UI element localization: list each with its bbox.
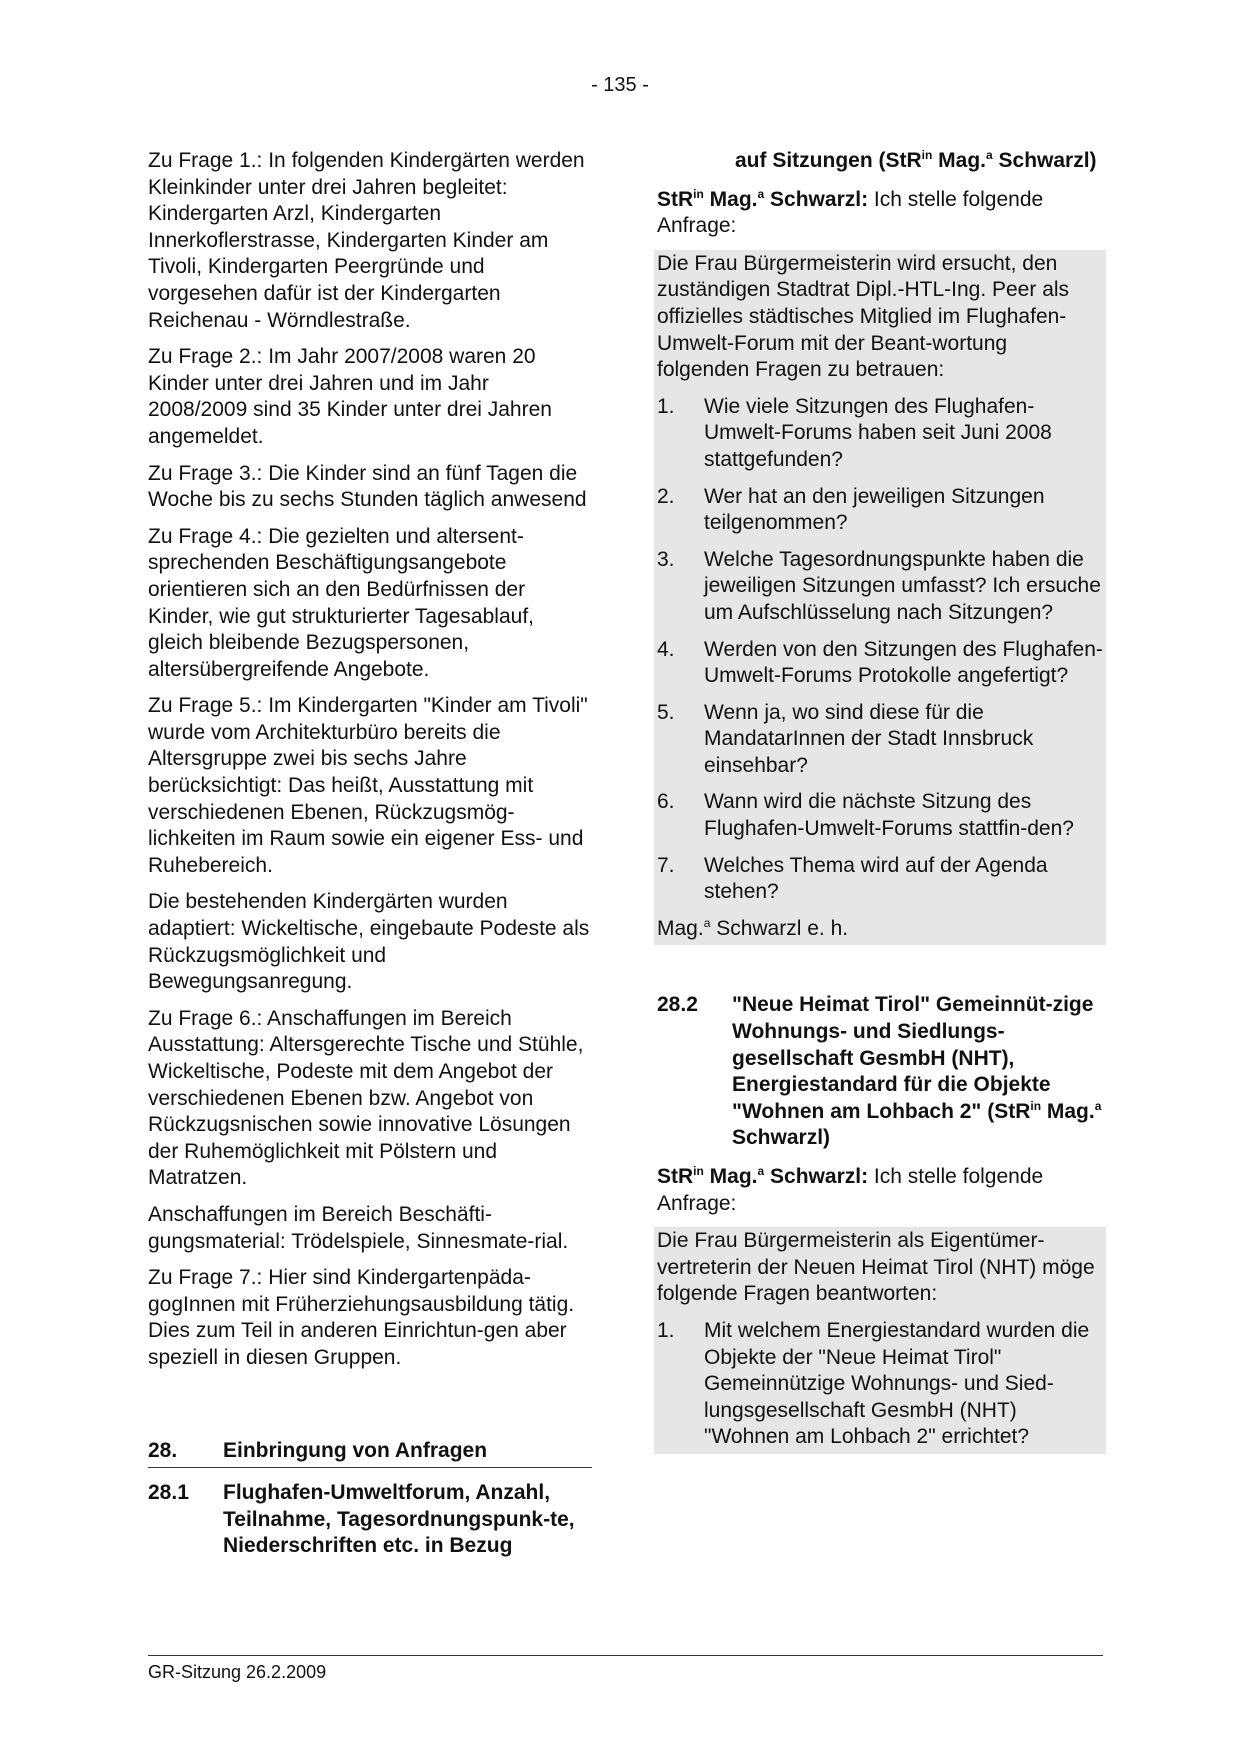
answer-paragraph-8: Anschaffungen im Bereich Beschäfti-gungsmaterial: Trödelspiele, Sinnesmate-rial.	[148, 1202, 569, 1253]
speaker-name: StR$^{in}$ Mag.$^a$ Schwarzl:	[657, 1164, 869, 1188]
right-column	[657, 148, 1103, 1454]
signature: Mag.$^a$ Schwarzl e. h.	[657, 915, 849, 940]
left-column	[148, 148, 592, 1560]
section-title: Flughafen-Umweltforum, Anzahl, Teilnahme, Tagesordnungspunk-te, Niederschriften etc. in Bezug	[223, 1481, 575, 1558]
speaker-text: Ich stelle folgende Anfrage:	[657, 1165, 1044, 1215]
spacer	[657, 945, 1103, 992]
question-item: 6. Wann wird die nächste Sitzung des Flughafen-Umwelt-Forums stattfin-den?	[657, 790, 1074, 841]
footer-rule	[148, 1655, 1103, 1656]
section-title: "Neue Heimat Tirol" Gemeinnüt-zige Wohnungs- und Siedlungs-gesellschaft GesmbH (NHT), Energiestandard für die Objekte "Wohnen am Lohbach 2" (StR$^{in}$ Mag.$^a$ Schwarzl)	[732, 993, 1102, 1150]
inquiry-intro: Die Frau Bürgermeisterin wird ersucht, den zuständigen Stadtrat Dipl.-HTL-Ing. Peer als offizielles städtisches Mitglied im Flughafen-Umwelt-Forum mit der Beant-wortung folgenden Fragen zu betrauen:	[657, 251, 1070, 382]
answer-paragraph-5: Zu Frage 5.: Im Kindergarten "Kinder am Tivoli" wurde vom Architekturbüro bereits die Altersgruppe zwei bis sechs Jahre berücksichtigt: Das heißt, Ausstattung mit verschiedenen Ebenen, Rückzugsmög-lichkeiten im Raum sowie ein eigener Ess- und Ruhebereich.	[148, 694, 588, 877]
section-28-1-heading-continued: auf Sitzungen (StR$^{in}$ Mag.$^a$ Schwarzl)	[735, 148, 1097, 172]
inquiry-block-2	[654, 1227, 1106, 1454]
answer-paragraph-6: Die bestehenden Kindergärten wurden adaptiert: Wickeltische, eingebaute Podeste als Rückzugsmöglichkeit und Bewegungsanregung.	[148, 890, 590, 994]
question-list	[657, 394, 1103, 906]
speaker-name: StR$^{in}$ Mag.$^a$ Schwarzl:	[657, 186, 869, 211]
section-number: 28.	[148, 1438, 178, 1462]
speaker-text: Ich stelle folgende Anfrage:	[657, 187, 1044, 238]
inquiry-intro: Die Frau Bürgermeisterin als Eigentümer-vertreterin der Neuen Heimat Tirol (NHT) möge folgende Fragen beantworten:	[657, 1229, 1095, 1306]
footer-session-date: GR-Sitzung 26.2.2009	[148, 1662, 327, 1682]
spacer	[148, 1382, 592, 1438]
speaker-line	[657, 187, 1103, 240]
question-item: 1. Wie viele Sitzungen des Flughafen-Umwelt-Forums haben seit Juni 2008 stattgefunden?	[657, 394, 1052, 471]
question-item: 7. Welches Thema wird auf der Agenda stehen?	[657, 853, 1048, 904]
question-item: 5. Wenn ja, wo sind diese für die MandatarInnen der Stadt Innsbruck einsehbar?	[657, 700, 1034, 777]
question-item: 1. Mit welchem Energiestandard wurden die Objekte der "Neue Heimat Tirol" Gemeinnützige Wohnungs- und Sied-lungsgesellschaft GesmbH (NHT) "Wohnen am Lohbach 2" errichtet?	[657, 1318, 1090, 1449]
section-28-heading	[148, 1438, 592, 1469]
section-number: 28.1	[148, 1481, 189, 1505]
section-title: Einbringung von Anfragen	[223, 1438, 488, 1462]
answer-paragraph-2: Zu Frage 2.: Im Jahr 2007/2008 waren 20 Kinder unter drei Jahren und im Jahr 2008/2009 sind 35 Kinder unter drei Jahren angemeldet.	[148, 345, 552, 448]
question-item: 3. Welche Tagesordnungspunkte haben die jeweiligen Sitzungen umfasst? Ich ersuche um Aufschlüsselung nach Sitzungen?	[657, 547, 1101, 624]
question-item: 4. Werden von den Sitzungen des Flughafen-Umwelt-Forums Protokolle angefertigt?	[657, 637, 1103, 688]
answer-paragraph-7: Zu Frage 6.: Anschaffungen im Bereich Ausstattung: Altersgerechte Tische und Stühle, Wickeltische, Podeste mit dem Angebot der verschiedenen Ebenen bzw. Angebot von Rückzugsnischen sowie innovative Lösungen der Ruhemöglichkeit mit Pölstern und Matratzen.	[148, 1006, 584, 1190]
section-number: 28.2	[657, 993, 698, 1017]
answer-paragraph-1: Zu Frage 1.: In folgenden Kindergärten werden Kleinkinder unter drei Jahren begleitet: Kindergarten Arzl, Kindergarten Innerkoflerstrasse, Kindergarten Kinder am Tivoli, Kindergarten Peergründe und vorgesehen dafür ist der Kindergarten Reichenau - Wörndlestraße.	[148, 149, 585, 332]
question-list	[657, 1318, 1103, 1451]
section-28-2-heading	[657, 992, 1103, 1152]
section-28-1-heading	[148, 1480, 592, 1560]
answer-paragraph-9: Zu Frage 7.: Hier sind Kindergartenpäda-gogInnen mit Früherziehungsausbildung tätig. Dies zum Teil in anderen Einrichtun-gen aber speziell in diesen Gruppen.	[148, 1266, 575, 1369]
page-number: - 135 -	[591, 74, 649, 96]
answer-paragraph-3: Zu Frage 3.: Die Kinder sind an fünf Tagen die Woche bis zu sechs Stunden täglich anwesend	[148, 461, 587, 512]
answer-paragraph-4: Zu Frage 4.: Die gezielten und altersent-sprechenden Beschäftigungsangebote orientieren sich an den Bedürfnissen der Kinder, wie gut strukturierter Tagesablauf, gleich bleibende Bezugspersonen, altersübergreifende Angebote.	[148, 524, 534, 681]
inquiry-block-1	[654, 250, 1106, 946]
question-item: 2. Wer hat an den jeweiligen Sitzungen teilgenommen?	[657, 484, 1045, 535]
speaker-line	[657, 1164, 1103, 1217]
